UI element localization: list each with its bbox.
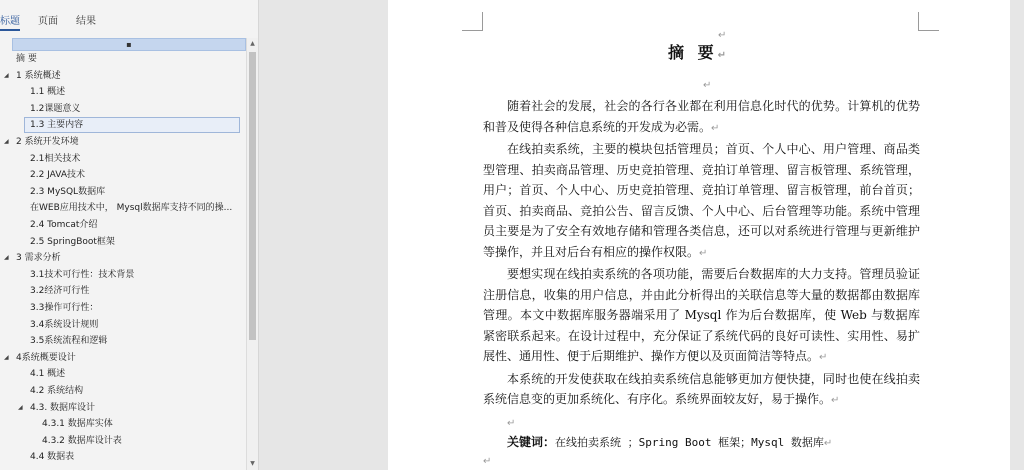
paragraph-text: 在线拍卖系统，主要的模块包括管理员；首页、个人中心、用户管理、商品类型管理、拍卖商品管理、历史竞拍管理、竞拍订单管理、留言板管理、系统管理，用户；首页、个人中心、历史竞拍管理、竞拍订单管理、留言板管理，前台首页；首页、拍卖商品、竞拍公告、留言反馈、个人中心、后台管理等功能。系统中管理员主要是为了安全有效地存储和管理各类信息，还可以对系统进行管理与更新维护等操作，并且对后台有相应的操作权限。 <box>483 142 920 259</box>
nav-heading-item[interactable]: 2.1相关技术 <box>30 154 81 164</box>
heading-tree <box>0 38 246 470</box>
abstract-body <box>483 96 920 469</box>
abstract-paragraph <box>483 369 920 412</box>
keywords-line <box>483 432 920 455</box>
keywords-label: 关键词： <box>507 435 556 449</box>
nav-heading-item[interactable]: 4.3.2 数据库设计表 <box>42 436 122 446</box>
collapse-caret-icon[interactable]: ◢ <box>4 254 9 261</box>
scroll-down-arrow-icon[interactable]: ▼ <box>247 458 258 470</box>
paragraph-mark: ↵ <box>718 30 727 41</box>
nav-heading-item[interactable]: 4.2 系统结构 <box>30 386 84 396</box>
nav-heading-item[interactable]: 2.4 Tomcat介绍 <box>30 220 98 230</box>
tab-headings-label: 标题 <box>0 16 20 27</box>
paragraph-mark: ↵ <box>699 247 708 259</box>
drag-marker: ▪ <box>126 40 132 49</box>
nav-heading-item[interactable]: 1.3 主要内容 <box>24 117 240 133</box>
abstract-paragraph <box>483 139 920 264</box>
empty-paragraph <box>483 412 920 433</box>
heading-drag-strip[interactable] <box>12 38 246 51</box>
abstract-paragraph <box>483 264 920 369</box>
nav-heading-item[interactable]: 3.3操作可行性： <box>30 303 99 313</box>
nav-heading-item[interactable]: 4.1 概述 <box>30 369 66 379</box>
collapse-caret-icon[interactable]: ◢ <box>4 138 9 145</box>
paragraph-mark: ↵ <box>819 352 828 363</box>
paragraph-text: 随着社会的发展，社会的各行各业都在利用信息化时代的优势。计算机的优势和普及使得各种信息系统的开发成为必需。 <box>483 99 920 134</box>
nav-heading-item[interactable]: 3.1技术可行性：技术背景 <box>30 270 135 280</box>
nav-heading-item[interactable]: 4.4 数据表 <box>30 452 75 462</box>
tab-pages-label: 页面 <box>38 16 58 27</box>
tab-pages[interactable] <box>38 12 58 27</box>
nav-heading-item[interactable]: 3.2经济可行性 <box>30 286 90 296</box>
tab-results[interactable] <box>76 12 96 27</box>
paragraph-mark: ↵ <box>717 50 730 61</box>
scroll-up-arrow-icon[interactable]: ▲ <box>247 38 258 50</box>
abstract-paragraph <box>483 96 920 139</box>
active-tab-indicator <box>0 29 20 31</box>
margin-corner-mark-top-left <box>462 12 483 31</box>
navigation-pane <box>0 0 259 470</box>
collapse-caret-icon[interactable]: ◢ <box>18 404 23 411</box>
scroll-thumb[interactable] <box>249 52 256 340</box>
keywords-text: 在线拍卖系统 ；Spring Boot 框架；Mysql 数据库 <box>555 436 824 449</box>
paragraph-mark: ↵ <box>711 122 720 134</box>
nav-heading-item[interactable]: 4.3. 数据库设计 <box>30 403 96 413</box>
nav-heading-item[interactable]: 4系统概要设计 <box>16 353 76 363</box>
paragraph-mark: ↵ <box>507 417 516 429</box>
tab-headings[interactable] <box>0 12 20 27</box>
nav-heading-item[interactable]: 2 系统开发环境 <box>16 137 79 147</box>
paragraph-mark: ↵ <box>483 455 492 467</box>
nav-tabs <box>0 0 258 38</box>
nav-heading-item[interactable]: 1.1 概述 <box>30 87 66 97</box>
nav-heading-item[interactable]: 在WEB应用技术中， Mysql数据库支持不同的操... <box>30 203 233 213</box>
margin-corner-mark-top-right <box>918 12 939 31</box>
nav-heading-item[interactable]: 3.5系统流程和逻辑 <box>30 336 108 346</box>
nav-heading-item[interactable]: 2.3 MySQL数据库 <box>30 187 106 197</box>
nav-heading-item[interactable]: 3 需求分析 <box>16 253 61 263</box>
nav-heading-item[interactable]: 1 系统概述 <box>16 71 61 81</box>
nav-heading-item[interactable]: 4.3.1 数据库实体 <box>42 419 113 429</box>
paragraph-mark: ↵ <box>823 438 833 449</box>
nav-heading-item[interactable]: 3.4系统设计规则 <box>30 320 99 330</box>
nav-heading-item[interactable]: 2.5 SpringBoot框架 <box>30 237 115 247</box>
collapse-caret-icon[interactable]: ◢ <box>4 72 9 79</box>
document-title <box>388 40 1010 63</box>
nav-scrollbar[interactable] <box>246 38 258 470</box>
tab-results-label: 结果 <box>76 16 96 27</box>
title-text: 摘 要 <box>668 43 718 62</box>
document-page[interactable] <box>388 0 1010 470</box>
nav-heading-item[interactable]: 1.2课题意义 <box>30 104 81 114</box>
collapse-caret-icon[interactable]: ◢ <box>4 354 9 361</box>
nav-heading-item[interactable]: 摘 要 <box>16 54 37 64</box>
paragraph-mark: ↵ <box>831 395 840 406</box>
paragraph-text: 要想实现在线拍卖系统的各项功能，需要后台数据库的大力支持。管理员验证注册信息，收集的用户信息，并由此分析得出的关联信息等大量的数据都由数据库管理。本文中数据库服务器端采用了 Mysql 作为后台数据库，使 Web 与数据库紧密联系起来。在设计过程中，充分保证了系统代码的良好可读性、实用性、易扩展性、通用性、便于后期维护、操作方便以及页面简洁等特点。 <box>483 267 920 363</box>
paragraph-text: 本系统的开发使获取在线拍卖系统信息能够更加方便快捷，同时也使在线拍卖系统信息变的更加系统化、有序化。系统界面较友好，易于操作。 <box>483 371 920 406</box>
nav-heading-item[interactable]: 2.2 JAVA技术 <box>30 170 85 180</box>
paragraph-mark: ↵ <box>703 80 712 91</box>
